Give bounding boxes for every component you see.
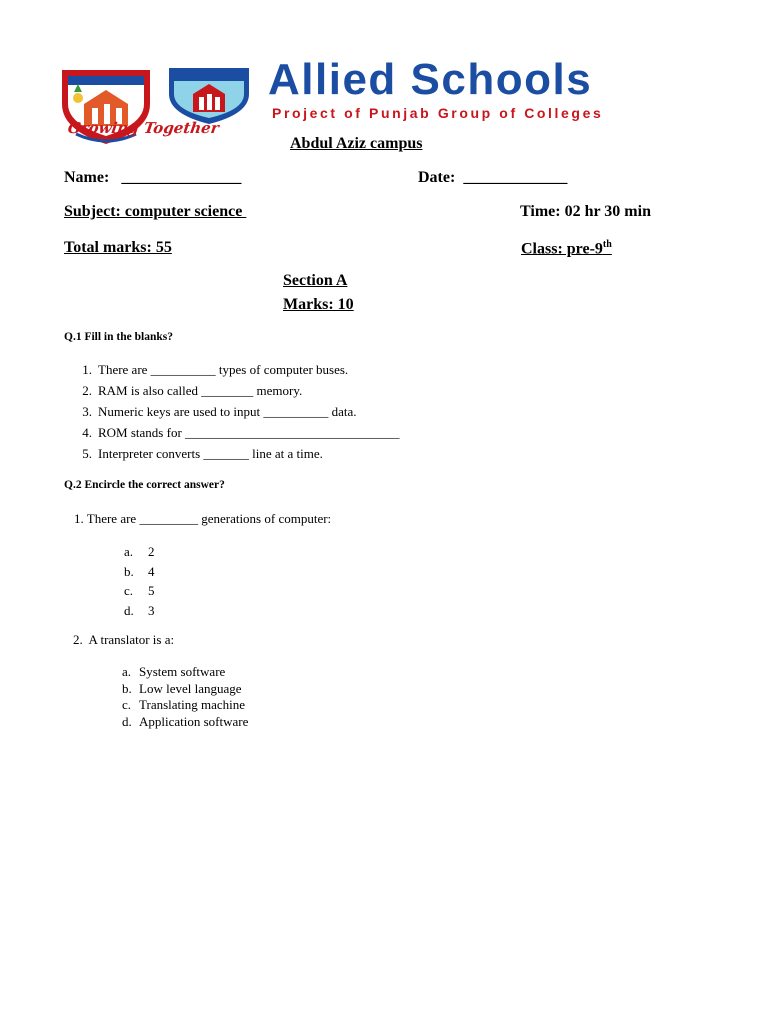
option-text: Translating machine [139, 697, 246, 712]
date-field: Date: _____________ [418, 169, 568, 186]
class-superscript: th [602, 239, 612, 250]
item-number: 3. [82, 404, 92, 419]
option-label: d. [122, 713, 132, 729]
section-marks: Marks: 10 [283, 296, 354, 313]
option-text: 2 [148, 544, 155, 559]
option-label: d. [124, 602, 134, 618]
item-text: Interpreter converts _______ line at a time. [98, 446, 323, 461]
option-text: Low level language [139, 680, 242, 696]
mcq-1-stem: 1. There are _________ generations of computer: [74, 511, 332, 526]
item-text: RAM is also called ________ memory. [98, 383, 303, 398]
option-label: c. [122, 697, 132, 712]
class-label: Class: pre-9 [521, 240, 603, 258]
allied-school-crest-logo [163, 64, 255, 126]
brand-subtitle: Project of Punjab Group of Colleges [272, 105, 604, 121]
question-1-heading: Q.1 Fill in the blanks? [64, 331, 173, 343]
option-text: 5 [148, 583, 155, 598]
option-text: Application software [139, 713, 249, 729]
item-text: ROM stands for _________________________________ [98, 425, 400, 440]
subject-field: Subject: computer science [64, 203, 247, 220]
option-label: c. [124, 583, 134, 598]
tagline: Growing Together [66, 119, 220, 137]
item-number: 4. [82, 425, 92, 440]
item-text: There are __________ types of computer buses. [98, 362, 349, 377]
option-text: System software [139, 664, 226, 679]
option-text: 4 [148, 563, 155, 579]
item-text: Numeric keys are used to input __________ data. [98, 404, 357, 419]
section-title: Section A [283, 272, 348, 289]
item-number: 1. [82, 362, 92, 377]
class-field [521, 239, 612, 258]
option-label: a. [124, 544, 134, 559]
total-marks-field: Total marks: 55 [64, 239, 172, 256]
item-number: 2. [82, 383, 92, 398]
name-field: Name: _______________ [64, 169, 242, 186]
option-text: 3 [148, 602, 155, 618]
option-label: b. [124, 563, 134, 579]
mcq-2-stem: 2. A translator is a: [73, 632, 175, 647]
time-field: Time: 02 hr 30 min [520, 203, 651, 220]
question-2-heading: Q.2 Encircle the correct answer? [64, 479, 225, 491]
option-label: b. [122, 680, 132, 696]
option-label: a. [122, 664, 132, 679]
campus-title: Abdul Aziz campus [290, 135, 423, 152]
brand-title: Allied Schools [268, 55, 593, 104]
item-number: 5. [82, 446, 92, 461]
